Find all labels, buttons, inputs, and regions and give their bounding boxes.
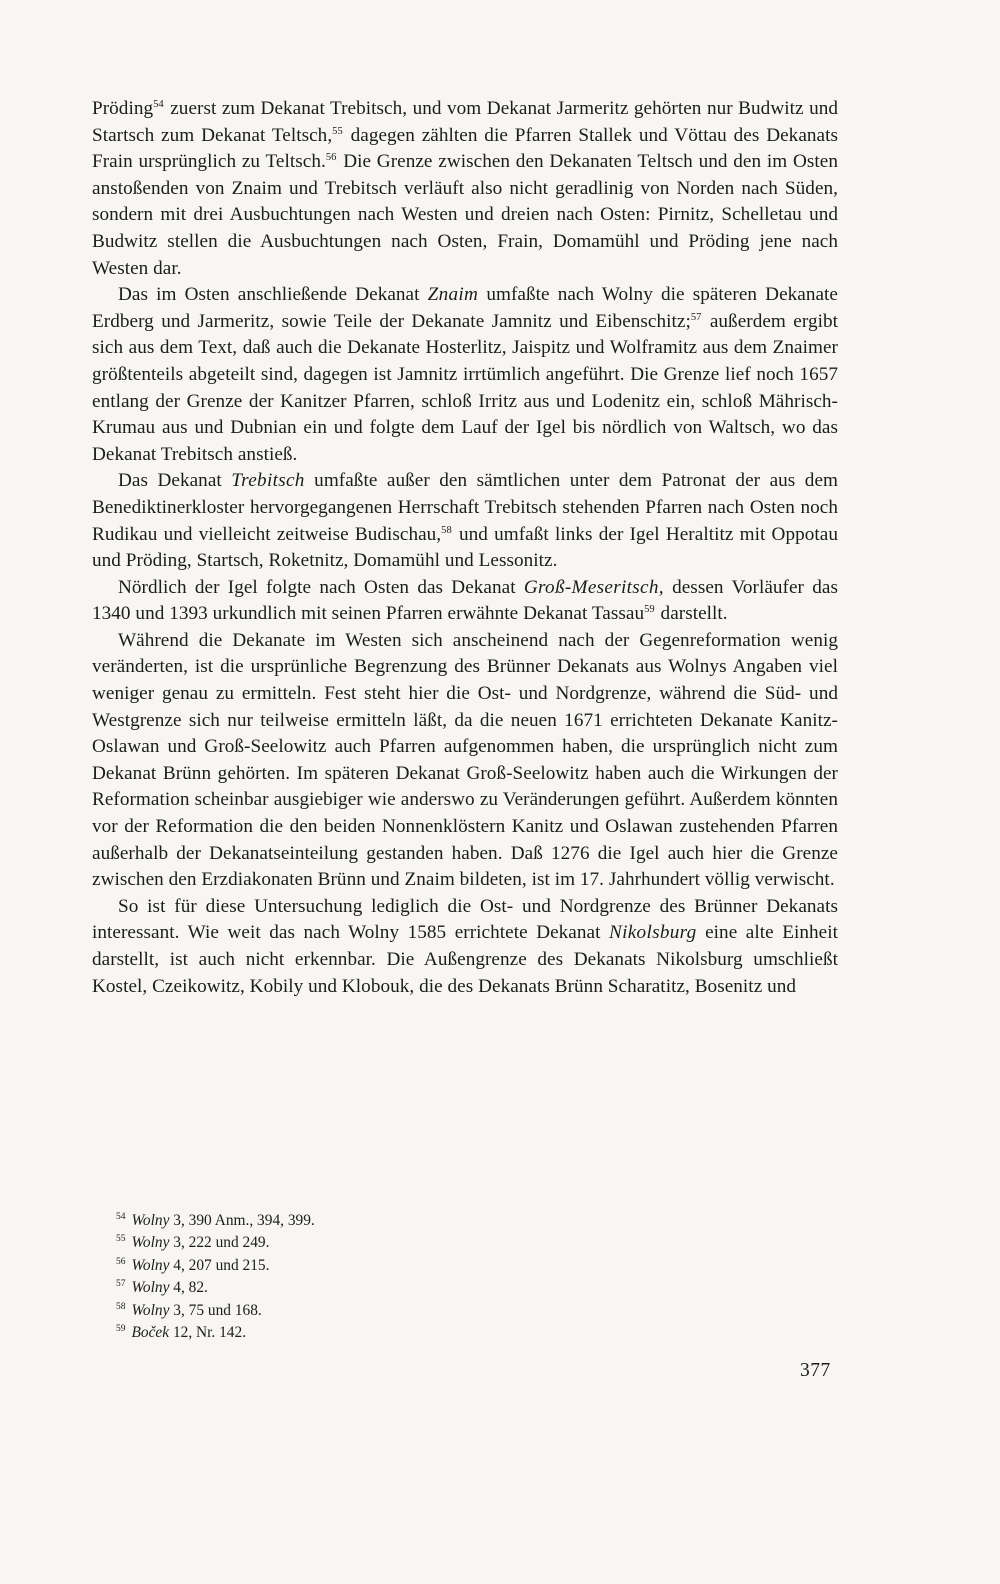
page-number: 377	[800, 1360, 831, 1381]
paragraph	[92, 575, 838, 628]
footnote-number: 57	[116, 1279, 126, 1290]
footnote	[116, 1277, 315, 1299]
footnote-author: Wolny	[131, 1279, 170, 1297]
footnote-reference: 3, 222 und 249.	[169, 1234, 270, 1252]
footnote-author: Wolny	[131, 1212, 170, 1229]
body-text	[92, 96, 838, 1000]
text-run: Das im Osten anschließende Dekanat	[118, 284, 428, 306]
text-run: umfaßte außer den sämtlichen unter dem Patronat der aus dem Benediktinerkloster hervorgegangenen Herrschaft Trebitsch stehenden Pfarren nach Osten noch Rudikau und vielleicht zeitweise Budischau,	[92, 470, 838, 545]
text-run: dessen Vorläufer das 1340 und 1393 urkundlich mit seinen Pfarren erwähnte Dekanat Tassau	[92, 576, 838, 625]
footnote-reference: 12, Nr. 142.	[169, 1324, 247, 1342]
footnote	[116, 1232, 315, 1254]
text-run: außerdem ergibt sich aus dem Text, daß auch die Dekanate Hosterlitz, Jaispitz und Wolframitz aus dem Znaimer größtenteils abgeteilt sind, dagegen ist Jamnitz irrtümlich angeführt. Die Grenze lief noch 1657 entlang der Grenze der Kanitzer Pfarren, schloß Irritz aus und Lodenitz ein, schloß Mährisch-Krumau aus und Dubnian ein und folgte dem Lauf der Igel bis nördlich von Waltsch, wo das Dekanat Trebitsch anstieß.	[92, 310, 838, 465]
footnotes	[116, 1210, 315, 1344]
text-run: zuerst zum Dekanat Trebitsch, und vom Dekanat Jarmeritz gehörten nur Budwitz und Startsch zum Dekanat Teltsch,	[92, 98, 838, 146]
text-run: Das Dekanat	[118, 470, 232, 492]
paragraph	[92, 468, 838, 574]
footnote	[116, 1300, 315, 1322]
text-run: dagegen zählten die Pfarren Stallek und Vöttau des Dekanats Frain ursprünglich zu Teltsch.	[92, 124, 838, 173]
footnote-reference: 3, 75 und 168.	[169, 1301, 262, 1319]
footnote	[116, 1255, 315, 1277]
footnote-number: 59	[116, 1324, 126, 1335]
footnote-marker: 58	[441, 524, 452, 536]
footnote-author: Wolny	[131, 1256, 170, 1274]
footnote	[116, 1322, 315, 1344]
footnote-number: 55	[116, 1234, 126, 1245]
text-run: und umfaßt links der Igel Heraltitz mit Oppotau und Pröding, Startsch, Roketnitz, Domamühl und Lessonitz.	[92, 523, 838, 572]
text-run: Die Grenze zwischen den Dekanaten Teltsch und den im Osten anstoßenden von Znaim und Trebitsch verläuft also nicht geradlinig von Norden nach Süden, sondern mit drei Ausbuchtungen nach Westen und dreien nach Osten: Pirnitz, Schelletau und Budwitz stellen die Ausbuchtungen nach Osten, Frain, Domamühl und Pröding jene nach Westen dar.	[92, 151, 839, 279]
footnote-marker: 54	[153, 99, 164, 110]
emphasized-name: Groß-Meseritsch,	[523, 576, 664, 598]
footnote-reference: 3, 390 Anm., 394, 399.	[169, 1212, 315, 1229]
footnote-author: Boček	[131, 1324, 170, 1342]
text-run: Während die Dekanate im Westen sich anscheinend nach der Gegenreformation wenig veränderten, ist die ursprünliche Begrenzung des Brünner Dekanats aus Wolnys Angaben viel weniger genau zu ermitteln. Fest steht hier die Ost- und Nordgrenze, während die Süd- und Westgrenze sich nur teilweise ermitteln läßt, da die neuen 1671 errichteten Dekanate Kanitz-Oslawan und Groß-Seelowitz auch Pfarren aufgenommen haben, die ursprünglich nicht zum Dekanat Brünn gehörten. Im späteren Dekanat Groß-Seelowitz haben auch die Wirkungen der Reformation scheinbar ausgiebiger wie anderswo zu Veränderungen geführt. Außerdem könnten vor der Reformation die den beiden Nonnenklöstern Kanitz und Oslawan zustehenden Pfarren außerhalb der Dekanatseinteilung gestanden haben. Daß 1276 die Igel auch hier die Grenze zwischen den Erzdiakonaten Brünn und Znaim bildeten, ist im 17. Jahrhundert völlig verwischt.	[92, 629, 838, 891]
text-run: eine alte Einheit darstellt, ist auch nicht erkennbar. Die Außengrenze des Dekanats Nikolsburg umschließt Kostel, Czeikowitz, Kobily und Klobouk, die des Dekanats Brünn Scharatitz, Bosenitz und	[92, 922, 838, 997]
text-run: So ist für diese Untersuchung lediglich die Ost- und Nordgrenze des Brünner Dekanats interessant. Wie weit das nach Wolny 1585 errichtete Dekanat	[92, 895, 838, 944]
footnote	[116, 1210, 315, 1232]
text-run: Pröding	[92, 98, 154, 119]
footnote-number: 56	[116, 1256, 126, 1267]
footnote-author: Wolny	[131, 1301, 170, 1319]
text-run: umfaßte nach Wolny die späteren Dekanate Erdberg und Jarmeritz, sowie Teile der Dekanate Jamnitz und Eibenschitz;	[92, 284, 839, 332]
text-run: Nördlich der Igel folgte nach Osten das Dekanat	[118, 576, 524, 598]
footnote-marker: 57	[690, 311, 702, 323]
text-run: darstellt.	[655, 603, 728, 625]
paragraph	[92, 894, 838, 1000]
emphasized-name: Trebitsch	[231, 470, 305, 492]
footnote-reference: 4, 207 und 215.	[169, 1256, 270, 1274]
emphasized-name: Nikolsburg	[609, 922, 697, 944]
footnote-author: Wolny	[131, 1234, 170, 1252]
paragraph	[92, 96, 838, 282]
paragraph	[92, 282, 838, 468]
footnote-marker: 56	[325, 152, 337, 164]
footnote-number: 54	[116, 1212, 126, 1222]
footnote-reference: 4, 82.	[169, 1279, 208, 1297]
footnote-marker: 59	[644, 604, 655, 616]
emphasized-name: Znaim	[427, 284, 479, 306]
page-body	[92, 96, 838, 1000]
paragraph	[92, 628, 838, 894]
footnote-marker: 55	[332, 125, 343, 137]
footnote-number: 58	[116, 1301, 126, 1312]
